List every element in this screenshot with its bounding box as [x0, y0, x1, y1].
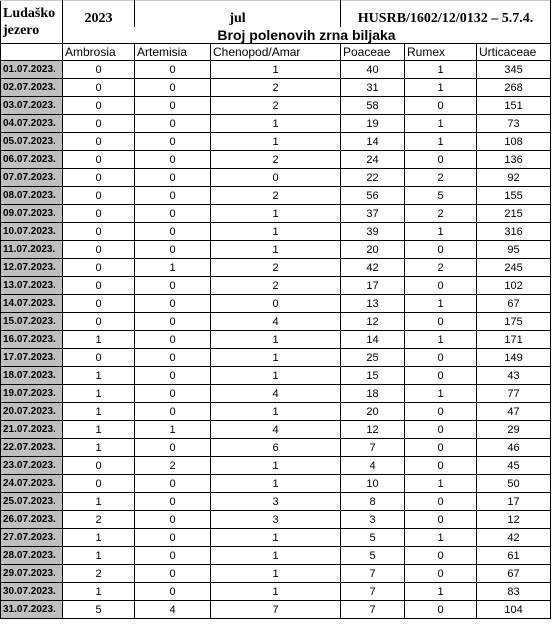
- date-cell: 04.07.2023.: [1, 115, 63, 133]
- count-cell: 2: [405, 259, 477, 277]
- count-cell: 0: [405, 547, 477, 565]
- count-cell: 17: [341, 277, 405, 295]
- count-cell: 2: [135, 457, 211, 475]
- column-header-poaceae: Poaceae: [341, 44, 405, 61]
- count-cell: 1: [211, 133, 341, 151]
- count-cell: 1: [211, 475, 341, 493]
- table-row: [1, 349, 551, 367]
- count-cell: 0: [135, 529, 211, 547]
- count-cell: 1: [63, 367, 135, 385]
- count-cell: 1: [211, 529, 341, 547]
- count-cell: 171: [477, 331, 551, 349]
- count-cell: 1: [405, 223, 477, 241]
- count-cell: 0: [135, 367, 211, 385]
- date-cell: 11.07.2023.: [1, 241, 63, 259]
- count-cell: 0: [135, 547, 211, 565]
- date-cell: 01.07.2023.: [1, 61, 63, 79]
- count-cell: 0: [135, 295, 211, 313]
- location-label: [1, 1, 63, 44]
- count-cell: 5: [341, 529, 405, 547]
- count-cell: 7: [341, 583, 405, 601]
- count-cell: 345: [477, 61, 551, 79]
- count-cell: 2: [211, 97, 341, 115]
- count-cell: 47: [477, 403, 551, 421]
- month-label: jul: [135, 1, 341, 28]
- count-cell: 104: [477, 601, 551, 619]
- count-cell: 0: [63, 277, 135, 295]
- table-row: [1, 151, 551, 169]
- date-cell: 19.07.2023.: [1, 385, 63, 403]
- count-cell: 0: [405, 511, 477, 529]
- count-cell: 1: [211, 223, 341, 241]
- count-cell: 0: [405, 97, 477, 115]
- count-cell: 0: [63, 349, 135, 367]
- count-cell: 0: [63, 133, 135, 151]
- count-cell: 37: [341, 205, 405, 223]
- count-cell: 155: [477, 187, 551, 205]
- count-cell: 0: [135, 97, 211, 115]
- count-cell: 1: [405, 475, 477, 493]
- count-cell: 1: [211, 547, 341, 565]
- date-cell: 15.07.2023.: [1, 313, 63, 331]
- count-cell: 0: [211, 295, 341, 313]
- table-row: [1, 205, 551, 223]
- count-cell: 151: [477, 97, 551, 115]
- count-cell: 1: [405, 385, 477, 403]
- count-cell: 0: [135, 439, 211, 457]
- count-cell: 1: [211, 61, 341, 79]
- count-cell: 0: [135, 277, 211, 295]
- column-header-rumex: Rumex: [405, 44, 477, 61]
- count-cell: 0: [135, 403, 211, 421]
- date-cell: 27.07.2023.: [1, 529, 63, 547]
- table-row: [1, 529, 551, 547]
- count-cell: 0: [135, 169, 211, 187]
- count-cell: 0: [135, 331, 211, 349]
- count-cell: 2: [211, 277, 341, 295]
- count-cell: 50: [477, 475, 551, 493]
- count-cell: 4: [341, 457, 405, 475]
- count-cell: 0: [63, 475, 135, 493]
- count-cell: 1: [211, 457, 341, 475]
- count-cell: 7: [211, 601, 341, 619]
- count-cell: 1: [405, 61, 477, 79]
- table-row: [1, 493, 551, 511]
- count-cell: 1: [63, 493, 135, 511]
- count-cell: 14: [341, 133, 405, 151]
- date-cell: 03.07.2023.: [1, 97, 63, 115]
- count-cell: 43: [477, 367, 551, 385]
- date-cell: 10.07.2023.: [1, 223, 63, 241]
- table-row: [1, 367, 551, 385]
- date-cell: 08.07.2023.: [1, 187, 63, 205]
- count-cell: 42: [341, 259, 405, 277]
- count-cell: 45: [477, 457, 551, 475]
- count-cell: 14: [341, 331, 405, 349]
- table-row: [1, 259, 551, 277]
- table-row: [1, 331, 551, 349]
- count-cell: 215: [477, 205, 551, 223]
- count-cell: 7: [341, 565, 405, 583]
- count-cell: 0: [405, 367, 477, 385]
- count-cell: 5: [63, 601, 135, 619]
- count-cell: 5: [341, 547, 405, 565]
- count-cell: 1: [405, 295, 477, 313]
- date-cell: 14.07.2023.: [1, 295, 63, 313]
- count-cell: 1: [405, 79, 477, 97]
- table-row: [1, 457, 551, 475]
- count-cell: 1: [211, 367, 341, 385]
- count-cell: 29: [477, 421, 551, 439]
- count-cell: 0: [405, 565, 477, 583]
- year-label: 2023: [63, 1, 135, 28]
- count-cell: 1: [63, 583, 135, 601]
- count-cell: 136: [477, 151, 551, 169]
- table-row: [1, 277, 551, 295]
- count-cell: 8: [341, 493, 405, 511]
- count-cell: 1: [211, 403, 341, 421]
- table-row: [1, 223, 551, 241]
- date-cell: 25.07.2023.: [1, 493, 63, 511]
- table-row: [1, 115, 551, 133]
- count-cell: 4: [211, 421, 341, 439]
- date-cell: 05.07.2023.: [1, 133, 63, 151]
- count-cell: 17: [477, 493, 551, 511]
- count-cell: 18: [341, 385, 405, 403]
- count-cell: 0: [211, 169, 341, 187]
- table-row: [1, 61, 551, 79]
- count-cell: 2: [63, 565, 135, 583]
- count-cell: 61: [477, 547, 551, 565]
- count-cell: 1: [63, 403, 135, 421]
- count-cell: 0: [405, 457, 477, 475]
- count-cell: 2: [211, 79, 341, 97]
- table-row: [1, 403, 551, 421]
- count-cell: 0: [63, 259, 135, 277]
- table-row: [1, 421, 551, 439]
- count-cell: 0: [405, 277, 477, 295]
- count-cell: 0: [63, 313, 135, 331]
- column-header-ambrosia: Ambrosia: [63, 44, 135, 61]
- date-cell: 18.07.2023.: [1, 367, 63, 385]
- count-cell: 0: [135, 187, 211, 205]
- count-cell: 5: [405, 187, 477, 205]
- count-cell: 1: [63, 439, 135, 457]
- count-cell: 0: [135, 475, 211, 493]
- count-cell: 2: [405, 205, 477, 223]
- table-row: [1, 97, 551, 115]
- count-cell: 1: [405, 115, 477, 133]
- date-cell: 02.07.2023.: [1, 79, 63, 97]
- count-cell: 1: [63, 421, 135, 439]
- count-cell: 149: [477, 349, 551, 367]
- count-cell: 0: [135, 133, 211, 151]
- count-cell: 1: [211, 331, 341, 349]
- count-cell: 1: [405, 583, 477, 601]
- count-cell: 77: [477, 385, 551, 403]
- count-cell: 0: [135, 79, 211, 97]
- table-row: [1, 475, 551, 493]
- count-cell: 2: [211, 187, 341, 205]
- count-cell: 1: [211, 241, 341, 259]
- date-cell: 24.07.2023.: [1, 475, 63, 493]
- count-cell: 0: [63, 295, 135, 313]
- date-cell: 31.07.2023.: [1, 601, 63, 619]
- count-cell: 7: [341, 601, 405, 619]
- table-row: [1, 601, 551, 619]
- date-cell: 13.07.2023.: [1, 277, 63, 295]
- location-line-1: Ludaško: [3, 6, 56, 21]
- table-row: [1, 133, 551, 151]
- table-row: [1, 439, 551, 457]
- count-cell: 22: [341, 169, 405, 187]
- count-cell: 19: [341, 115, 405, 133]
- date-cell: 30.07.2023.: [1, 583, 63, 601]
- count-cell: 0: [63, 61, 135, 79]
- table-row: [1, 565, 551, 583]
- count-cell: 0: [135, 349, 211, 367]
- table-row: [1, 583, 551, 601]
- count-cell: 3: [341, 511, 405, 529]
- count-cell: 0: [405, 403, 477, 421]
- count-cell: 25: [341, 349, 405, 367]
- count-cell: 4: [211, 313, 341, 331]
- table-row: [1, 187, 551, 205]
- count-cell: 1: [211, 115, 341, 133]
- date-cell: 16.07.2023.: [1, 331, 63, 349]
- count-cell: 95: [477, 241, 551, 259]
- count-cell: 1: [63, 331, 135, 349]
- count-cell: 42: [477, 529, 551, 547]
- date-cell: 29.07.2023.: [1, 565, 63, 583]
- count-cell: 2: [405, 169, 477, 187]
- table-row: [1, 547, 551, 565]
- table-row: [1, 295, 551, 313]
- count-cell: 0: [405, 313, 477, 331]
- count-cell: 1: [135, 421, 211, 439]
- count-cell: 20: [341, 241, 405, 259]
- count-cell: 0: [63, 97, 135, 115]
- count-cell: 0: [135, 205, 211, 223]
- count-cell: 6: [211, 439, 341, 457]
- count-cell: 0: [63, 187, 135, 205]
- count-cell: 83: [477, 583, 551, 601]
- count-cell: 0: [135, 61, 211, 79]
- count-cell: 73: [477, 115, 551, 133]
- count-cell: 0: [135, 583, 211, 601]
- count-cell: 92: [477, 169, 551, 187]
- count-cell: 0: [63, 223, 135, 241]
- count-cell: 1: [211, 583, 341, 601]
- column-header-chenopod-amar: Chenopod/Amar: [211, 44, 341, 61]
- count-cell: 7: [341, 439, 405, 457]
- date-cell: 26.07.2023.: [1, 511, 63, 529]
- date-cell: 07.07.2023.: [1, 169, 63, 187]
- count-cell: 108: [477, 133, 551, 151]
- count-cell: 245: [477, 259, 551, 277]
- count-cell: 3: [211, 511, 341, 529]
- date-cell: 28.07.2023.: [1, 547, 63, 565]
- date-cell: 06.07.2023.: [1, 151, 63, 169]
- count-cell: 24: [341, 151, 405, 169]
- count-cell: 10: [341, 475, 405, 493]
- column-header-row: [1, 44, 551, 61]
- count-cell: 4: [211, 385, 341, 403]
- count-cell: 0: [63, 151, 135, 169]
- count-cell: 1: [211, 565, 341, 583]
- table-row: [1, 385, 551, 403]
- count-cell: 58: [341, 97, 405, 115]
- count-cell: 12: [341, 421, 405, 439]
- date-cell: 17.07.2023.: [1, 349, 63, 367]
- count-cell: 12: [341, 313, 405, 331]
- count-cell: 20: [341, 403, 405, 421]
- count-cell: 0: [135, 151, 211, 169]
- date-cell: 09.07.2023.: [1, 205, 63, 223]
- count-cell: 3: [211, 493, 341, 511]
- count-cell: 1: [135, 259, 211, 277]
- count-cell: 1: [63, 529, 135, 547]
- count-cell: 1: [63, 547, 135, 565]
- table-row: [1, 313, 551, 331]
- count-cell: 0: [405, 241, 477, 259]
- count-cell: 31: [341, 79, 405, 97]
- count-cell: 4: [135, 601, 211, 619]
- count-cell: 13: [341, 295, 405, 313]
- count-cell: 2: [211, 259, 341, 277]
- count-cell: 0: [63, 79, 135, 97]
- count-cell: 0: [63, 457, 135, 475]
- count-cell: 0: [405, 151, 477, 169]
- count-cell: 0: [405, 601, 477, 619]
- table-row: [1, 169, 551, 187]
- count-cell: 56: [341, 187, 405, 205]
- count-cell: 40: [341, 61, 405, 79]
- count-cell: 316: [477, 223, 551, 241]
- count-cell: 46: [477, 439, 551, 457]
- count-cell: 1: [405, 331, 477, 349]
- count-cell: 0: [135, 223, 211, 241]
- count-cell: 0: [135, 565, 211, 583]
- count-cell: 0: [135, 241, 211, 259]
- column-header-artemisia: Artemisia: [135, 44, 211, 61]
- count-cell: 0: [63, 241, 135, 259]
- count-cell: 0: [135, 313, 211, 331]
- count-cell: 1: [405, 529, 477, 547]
- count-cell: 0: [63, 205, 135, 223]
- count-cell: 1: [211, 205, 341, 223]
- count-cell: 2: [63, 511, 135, 529]
- count-cell: 0: [405, 421, 477, 439]
- count-cell: 102: [477, 277, 551, 295]
- count-cell: 2: [211, 151, 341, 169]
- count-cell: 67: [477, 295, 551, 313]
- count-cell: 1: [211, 349, 341, 367]
- table-row: [1, 241, 551, 259]
- count-cell: 0: [135, 115, 211, 133]
- count-cell: 268: [477, 79, 551, 97]
- count-cell: 15: [341, 367, 405, 385]
- count-cell: 1: [63, 385, 135, 403]
- count-cell: 0: [135, 511, 211, 529]
- date-cell: 20.07.2023.: [1, 403, 63, 421]
- count-cell: 175: [477, 313, 551, 331]
- count-cell: 0: [63, 115, 135, 133]
- count-cell: 0: [405, 493, 477, 511]
- count-cell: 0: [63, 169, 135, 187]
- column-header-urticaceae: Urticaceae: [477, 44, 551, 61]
- count-cell: 0: [135, 385, 211, 403]
- date-cell: 23.07.2023.: [1, 457, 63, 475]
- count-cell: 39: [341, 223, 405, 241]
- group-title: Broj polenovih zrna biljaka: [63, 27, 551, 44]
- count-cell: 12: [477, 511, 551, 529]
- count-cell: 0: [405, 439, 477, 457]
- count-cell: 1: [405, 133, 477, 151]
- date-cell: 12.07.2023.: [1, 259, 63, 277]
- date-cell: 22.07.2023.: [1, 439, 63, 457]
- table-row: [1, 511, 551, 529]
- table-row: [1, 79, 551, 97]
- date-column-header: [1, 44, 63, 61]
- station-code: HUSRB/1602/12/0132 – 5.7.4.: [341, 1, 551, 28]
- date-cell: 21.07.2023.: [1, 421, 63, 439]
- count-cell: 0: [405, 349, 477, 367]
- count-cell: 0: [135, 493, 211, 511]
- count-cell: 67: [477, 565, 551, 583]
- location-line-2: jezero: [3, 23, 40, 38]
